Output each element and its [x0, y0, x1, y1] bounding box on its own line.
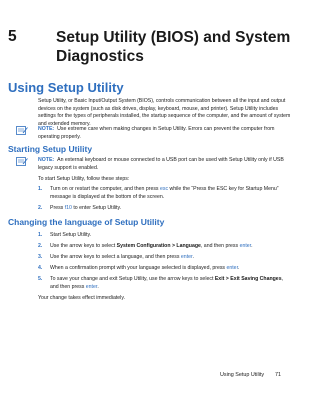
key-name: enter — [180, 254, 193, 260]
note-icon — [16, 126, 28, 135]
closing-paragraph: Your change takes effect immediately. — [38, 295, 125, 301]
steps-lead: To start Setup Utility, follow these steps: — [38, 176, 130, 182]
note-label: NOTE: — [38, 157, 55, 163]
subsection-title-starting: Starting Setup Utility — [8, 144, 93, 154]
note-label: NOTE: — [38, 126, 55, 132]
footer-label: Using Setup Utility — [220, 372, 265, 378]
chapter-number: 5 — [8, 28, 17, 45]
section-title: Using Setup Utility — [8, 80, 124, 95]
intro-paragraph: Setup Utility, or Basic Input/Output System (BIOS), controls communication between all the input and output devices on the system (such as disk drives, display, keyboard, mouse, and printer). Setup Utility includes settings for the types of peripherals installed, the startup sequence of the computer, and the amount of system and extended memory. — [38, 98, 291, 127]
chapter-title: Setup Utility (BIOS) and System Diagnostics — [56, 29, 291, 65]
key-name: enter — [226, 265, 239, 271]
note-text: Use extreme care when making changes in Setup Utility. Errors can prevent the computer from operating properly. — [38, 126, 275, 140]
key-name: enter — [239, 243, 252, 249]
key-name: enter — [85, 283, 98, 290]
note-icon — [16, 157, 28, 166]
note-text: An external keyboard or mouse connected to a USB port can be used with Setup Utility only if USB legacy support is enabled. — [38, 157, 284, 171]
key-name: f10 — [64, 205, 72, 211]
subsection-title-language: Changing the language of Setup Utility — [8, 217, 165, 227]
key-name: esc — [159, 186, 169, 192]
page-number: 71 — [275, 372, 281, 378]
